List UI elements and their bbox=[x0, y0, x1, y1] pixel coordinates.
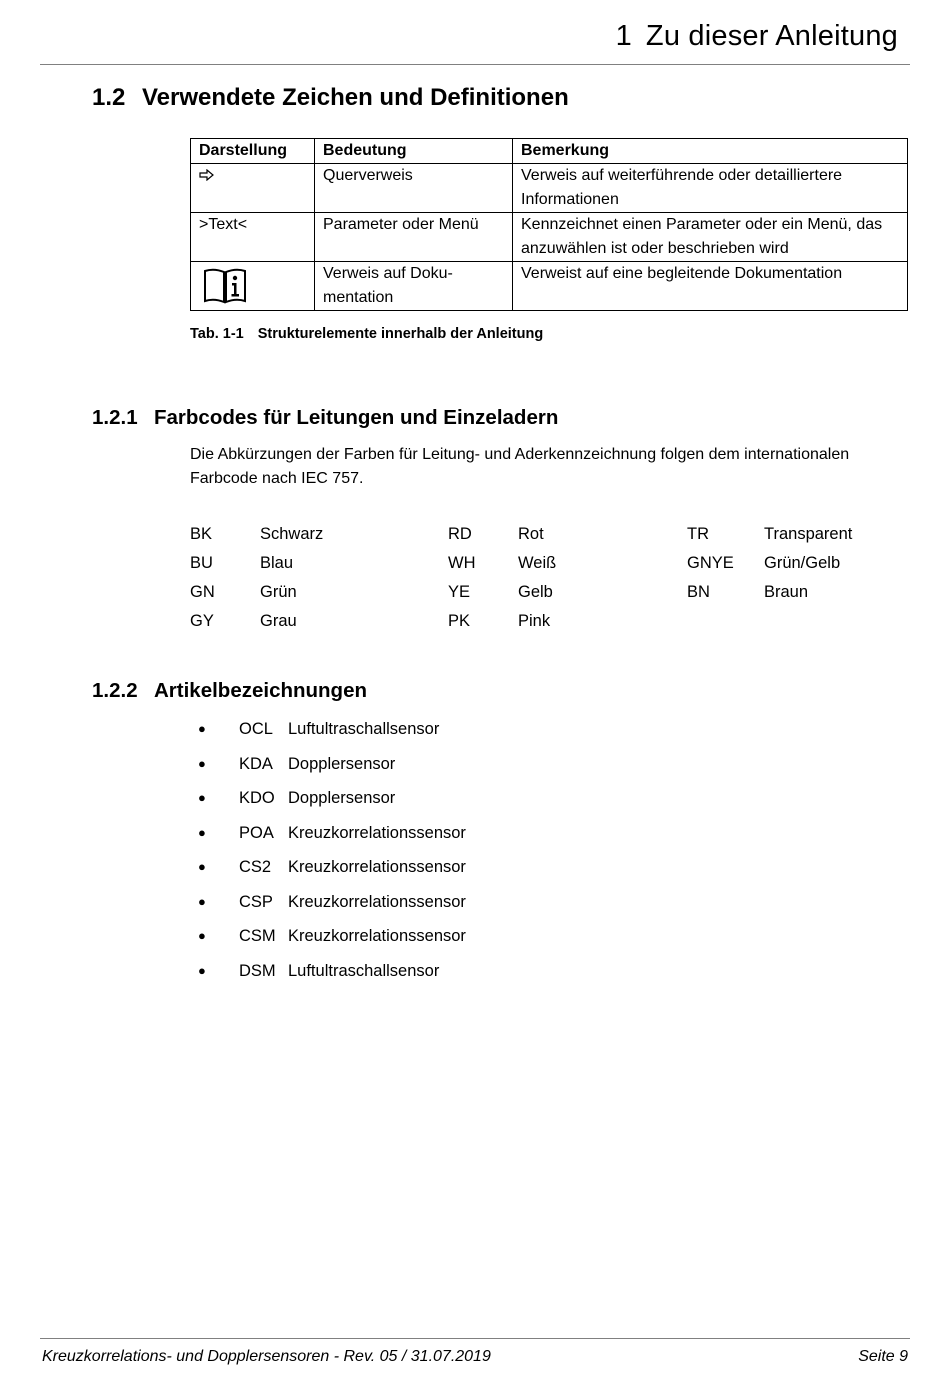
table-cell-remark: Verweis auf weiterführende oder detailliertere Informationen bbox=[513, 164, 908, 213]
table-row bbox=[191, 213, 908, 262]
table-row bbox=[191, 262, 908, 311]
table-header-cell: Darstellung bbox=[191, 139, 315, 164]
table-cell-remark: Kennzeichnet einen Parameter oder ein Menü, das anzuwählen ist oder beschrieben wird bbox=[513, 213, 908, 262]
article-code: POA bbox=[239, 823, 274, 842]
article-desc: Luftultraschallsensor bbox=[288, 961, 440, 980]
article-desc: Dopplersensor bbox=[288, 754, 396, 773]
table-cell-symbol bbox=[191, 164, 315, 213]
article-desc: Kreuzkorrelationssensor bbox=[288, 927, 466, 945]
colorcodes-intro: Die Abkürzungen der Farben für Leitung- und Aderkennzeichnung folgen dem internationalen Farbcode nach IEC 757. bbox=[190, 446, 850, 487]
color-name: Grün/Gelb bbox=[764, 554, 841, 572]
article-desc: Luftultraschallsensor bbox=[288, 720, 440, 738]
article-code: CS2 bbox=[239, 858, 272, 876]
bullet-icon: ● bbox=[198, 962, 206, 978]
chapter-number: 1 bbox=[615, 20, 632, 52]
section-title bbox=[92, 84, 569, 112]
color-name: Schwarz bbox=[260, 525, 324, 543]
color-code: RD bbox=[448, 525, 472, 543]
color-code: GN bbox=[190, 583, 215, 601]
color-code: TR bbox=[687, 525, 709, 543]
bullet-icon: ● bbox=[198, 721, 206, 736]
table-header-row bbox=[191, 139, 908, 164]
caption-text: Strukturelemente innerhalb der Anleitung bbox=[257, 326, 544, 342]
color-code: YE bbox=[448, 583, 471, 601]
table-cell-meaning: Parameter oder Menü bbox=[315, 213, 513, 262]
subsection-title-text: Farbcodes für Leitungen und Einzeladern bbox=[154, 406, 559, 429]
article-desc: Kreuzkorrelationssensor bbox=[288, 858, 466, 876]
color-code: GNYE bbox=[687, 554, 734, 572]
bullet-icon: ● bbox=[198, 893, 206, 909]
article-desc: Dopplersensor bbox=[288, 789, 396, 807]
chapter-title bbox=[616, 20, 898, 53]
article-code: OCL bbox=[239, 720, 273, 738]
section-number: 1.2 bbox=[92, 84, 126, 111]
color-code: WH bbox=[448, 554, 476, 572]
article-code: DSM bbox=[239, 961, 276, 980]
article-code: KDO bbox=[239, 789, 275, 807]
table-header-cell: Bemerkung bbox=[513, 139, 908, 164]
color-name: Braun bbox=[764, 583, 809, 601]
section-title-text: Verwendete Zeichen und Definitionen bbox=[142, 84, 569, 111]
subsection-title-articles bbox=[92, 679, 367, 703]
table-row bbox=[191, 164, 908, 213]
chapter-title-text: Zu dieser Anleitung bbox=[645, 20, 898, 52]
bullet-icon: ● bbox=[198, 928, 206, 943]
article-desc: Kreuzkorrelationssensor bbox=[288, 823, 466, 842]
article-desc: Kreuzkorrelationssensor bbox=[288, 892, 466, 911]
footer-divider bbox=[40, 1338, 910, 1339]
color-name: Grün bbox=[260, 583, 297, 601]
article-code: KDA bbox=[239, 754, 273, 773]
bullet-icon: ● bbox=[198, 755, 206, 771]
color-code: BU bbox=[190, 554, 213, 572]
color-code: GY bbox=[190, 612, 214, 630]
subsection-number: 1.2.1 bbox=[92, 406, 138, 429]
table-cell-meaning: Verweis auf Dokumentation bbox=[315, 262, 513, 311]
table-cell-meaning: Querverweis bbox=[315, 164, 513, 213]
color-code: PK bbox=[448, 612, 471, 630]
color-name: Pink bbox=[518, 612, 551, 630]
subsection-number: 1.2.2 bbox=[92, 679, 138, 702]
color-code: BN bbox=[687, 583, 710, 601]
caption-number: Tab. 1-1 bbox=[190, 326, 244, 342]
footer-page-number: Seite 9 bbox=[858, 1348, 908, 1365]
color-name: Gelb bbox=[518, 583, 553, 601]
table-cell-remark: Verweist auf eine begleitende Dokumentation bbox=[513, 262, 908, 311]
article-code: CSM bbox=[239, 927, 276, 945]
color-name: Weiß bbox=[518, 554, 557, 572]
color-name: Rot bbox=[518, 525, 544, 543]
cross-reference-arrow-icon bbox=[199, 167, 215, 184]
table-header-cell: Bedeutung bbox=[315, 139, 513, 164]
bullet-icon: ● bbox=[198, 790, 206, 805]
bullet-icon: ● bbox=[198, 859, 206, 874]
table-caption bbox=[190, 326, 543, 342]
article-code: CSP bbox=[239, 892, 273, 911]
color-name: Blau bbox=[260, 554, 294, 572]
color-name: Grau bbox=[260, 612, 297, 630]
footer-document-title: Kreuzkorrelations- und Dopplersensoren - Rev. 05 / 31.07.2019 bbox=[42, 1348, 491, 1365]
table-cell-symbol bbox=[191, 262, 315, 311]
symbols-table bbox=[190, 138, 908, 311]
bullet-icon: ● bbox=[198, 824, 206, 840]
book-info-icon bbox=[199, 267, 306, 305]
subsection-title-colorcodes bbox=[92, 406, 558, 430]
table-cell-symbol: >Text< bbox=[191, 213, 315, 262]
header-divider bbox=[40, 64, 910, 65]
color-name: Transparent bbox=[764, 525, 853, 543]
color-code: BK bbox=[190, 525, 213, 543]
subsection-title-text: Artikelbezeichnungen bbox=[154, 679, 368, 702]
